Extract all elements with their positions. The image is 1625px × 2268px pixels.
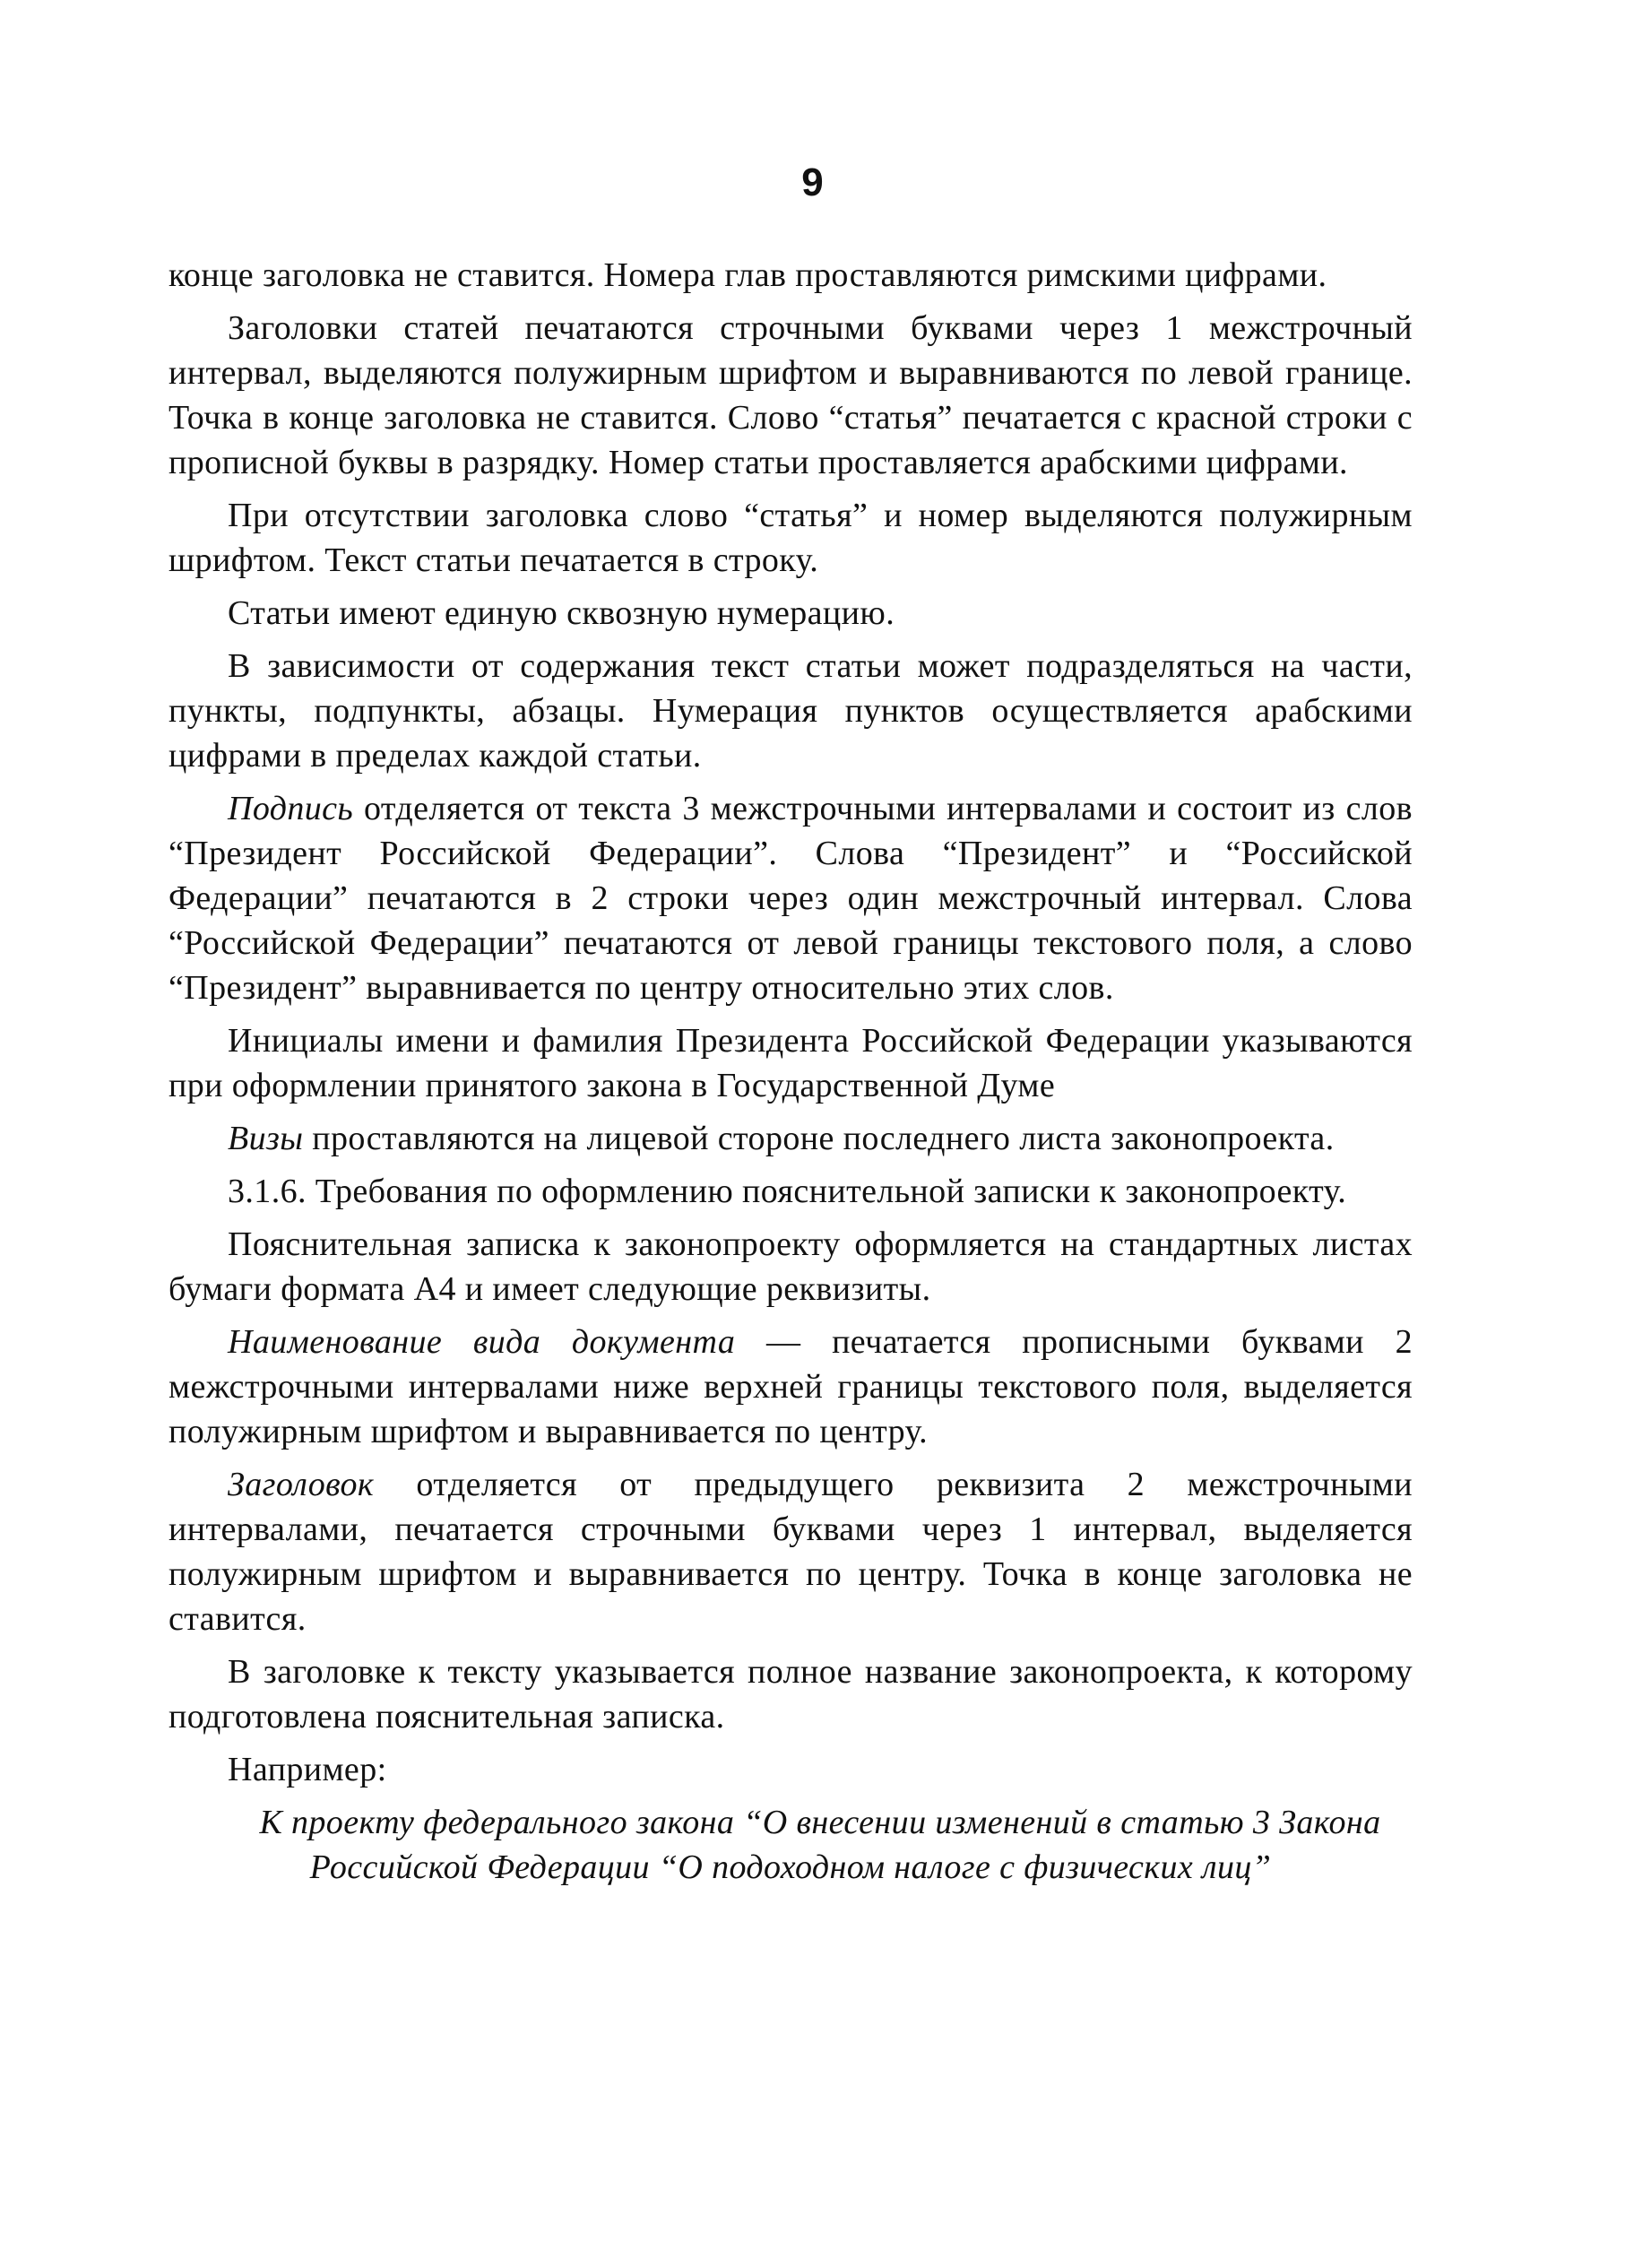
- paragraph-text: 3.1.6. Требования по оформлению пояснительной записки к законопроекту.: [228, 1173, 1347, 1210]
- example-text: К проекту федерального закона “О внесении изменений в статью 3 Закона Российской Федерации “О подоходном налоге с физических лиц”: [259, 1804, 1381, 1886]
- paragraph-text: проставляются на лицевой стороне последнего листа законопроекта.: [303, 1120, 1335, 1157]
- section-heading: [169, 1169, 1413, 1214]
- defined-term: Визы: [228, 1120, 304, 1157]
- paragraph: [169, 1320, 1413, 1454]
- paragraph-text: При отсутствии заголовка слово “статья” и номер выделяются полужирным шрифтом. Текст статьи печатается в строку.: [169, 497, 1413, 579]
- paragraph: [169, 591, 1413, 636]
- paragraph: [169, 1018, 1413, 1108]
- paragraph: [169, 253, 1413, 298]
- example-label: Например:: [228, 1751, 387, 1788]
- paragraph-text: Статьи имеют единую сквозную нумерацию.: [228, 594, 895, 632]
- paragraph: [169, 1222, 1413, 1311]
- paragraph: [169, 306, 1413, 485]
- page-number: 9: [801, 160, 824, 204]
- defined-term: Наименование вида документа: [228, 1323, 736, 1361]
- paragraph-text: отделяется от предыдущего реквизита 2 межстрочными интервалами, печатается строчными буквами через 1 интервал, выделяется полужирным шрифтом и выравнивается по центру. Точка в конце заголовка не ставится.: [169, 1466, 1413, 1638]
- paragraph: [169, 1649, 1413, 1739]
- paragraph: [169, 786, 1413, 1010]
- paragraph-text: Инициалы имени и фамилия Президента Российской Федерации указываются при оформлении принятого закона в Государственной Думе: [169, 1022, 1413, 1104]
- paragraph-text: — печатается прописными буквами 2 межстрочными интервалами ниже верхней границы текстового поля, выделяется полужирным шрифтом и выравнивается по центру.: [169, 1323, 1413, 1450]
- paragraph-text: отделяется от текста 3 межстрочными интервалами и состоит из слов “Президент Российской Федерации”. Слова “Президент” и “Российской Федерации” печатаются в 2 строки через один межстрочный интервал. Слова “Российской Федерации” печатаются от левой границы текстового поля, а слово “Президент” выравнивается по центру относительно этих слов.: [169, 790, 1413, 1007]
- defined-term: Заголовок: [228, 1466, 375, 1503]
- paragraph-text: Заголовки статей печатаются строчными буквами через 1 межстрочный интервал, выделяются полужирным шрифтом и выравниваются по левой границе. Точка в конце заголовка не ставится. Слово “статья” печатается с красной строки с прописной буквы в разрядку. Номер статьи проставляется арабскими цифрами.: [169, 309, 1413, 481]
- paragraph: [169, 1116, 1413, 1161]
- paragraph: [169, 1462, 1413, 1641]
- paragraph: [169, 644, 1413, 778]
- body-text: [169, 253, 1413, 1898]
- paragraph-text: В заголовке к тексту указывается полное название законопроекта, к которому подготовлена пояснительная записка.: [169, 1653, 1413, 1736]
- paragraph-text: конце заголовка не ставится. Номера глав проставляются римскими цифрами.: [169, 256, 1327, 294]
- paragraph-text: Пояснительная записка к законопроекту оформляется на стандартных листах бумаги формата А4 и имеет следующие реквизиты.: [169, 1225, 1413, 1308]
- paragraph: [169, 493, 1413, 583]
- paragraph-text: В зависимости от содержания текст статьи может подразделяться на части, пункты, подпункты, абзацы. Нумерация пунктов осуществляется арабскими цифрами в пределах каждой статьи.: [169, 647, 1413, 775]
- defined-term: Подпись: [228, 790, 354, 827]
